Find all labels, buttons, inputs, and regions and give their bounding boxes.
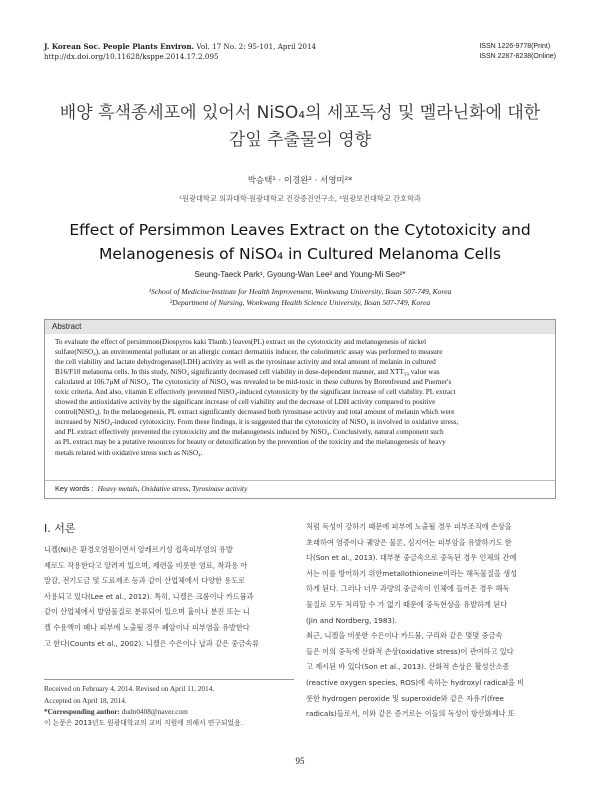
- english-title-line-2: Melanogenesis of NiSO₄ in Cultured Melanoma Cells: [99, 245, 501, 263]
- text-line: 롯한 hydrogen peroxide 및 superoxide와 같은 자유기(free: [306, 693, 504, 703]
- abstract-line: calculated at 106.7μM of NiSO₄. The cytotoxicity of NiSO₄ was revealed to be mid-toxic in these cultures by Borenfreund and Puerner's: [55, 378, 452, 387]
- body-column-left: [44, 519, 294, 651]
- english-affiliation-2: ²Department of Nursing, Wonkwang Health Science University, Iksan 507-749, Korea: [169, 298, 431, 307]
- korean-title: [0, 100, 600, 154]
- text-line: 최근, 니켈을 비롯한 수은이나 카드뮴, 구리와 같은 몇몇 중금속: [306, 631, 503, 641]
- text-line: 제로도 작용한다고 알려져 있으며, 제련을 비롯한 염료, 착과용 아: [44, 560, 248, 570]
- text-line: 같이 산업체에서 발암물질로 분류되어 있으며 흄이나 분진 또는 니: [44, 607, 250, 617]
- page-number: 95: [295, 756, 305, 766]
- section-heading: Ⅰ. 서론: [44, 522, 76, 535]
- corresponding-email[interactable]: dudn0408@naver.com: [121, 707, 188, 717]
- doi-link[interactable]: http://dx.doi.org/10.11628/ksppe.2014.17.2.095: [44, 52, 219, 61]
- text-line: 켈 수용액이 폐나 피부에 노출될 경우 폐암이나 피부염을 유발한다: [44, 622, 250, 632]
- abstract-line: increased by NiSO₄-induced cytotoxicity. From these findings, it is suggested that the cytotoxicity of NiSO₄ is involved in oxidative stress,: [55, 418, 459, 427]
- intro-paragraph-left: [44, 542, 294, 651]
- accepted-date: Accepted on April 18, 2014.: [44, 695, 127, 705]
- text-line: 사용되고 있다(Lee et al., 2012). 특히, 니켈은 크롬이나 카드뮴과: [44, 591, 254, 601]
- abstract-line: and PL extract effectively prevented the cytotoxicity and the melanogenesis induced by NiSO₄. Conclusively, natural component such: [55, 428, 444, 437]
- korean-title-line-2: 감잎 추출물의 영향: [228, 130, 372, 150]
- corresponding-label: *Corresponding author:: [44, 707, 120, 717]
- received-date: Received on February 4, 2014. Revised on April 11, 2014.: [44, 684, 215, 693]
- english-authors: Seung-Taeck Park¹, Gyoung-Wan Lee² and Young-Mi Seo²*: [194, 270, 406, 279]
- footnote-block: [44, 679, 294, 729]
- journal-name: J. Korean Soc. People Plants Environ.: [44, 42, 195, 51]
- korean-title-line-1: 배양 흑색종세포에 있어서 NiSO₄의 세포독성 및 멜라닌화에 대한: [59, 103, 541, 123]
- corresponding-author: [44, 706, 294, 718]
- issn-print: ISSN 1226-9778(Print): [479, 43, 551, 50]
- abstract-line: To evaluate the effect of persimmon(Diospyros kaki Thunb.) leaves(PL) extract on the cytotoxicity and melanogenesis of nickel: [55, 338, 427, 346]
- keywords-value: Heavy metals, Oxidative stress, Tyrosinase activity: [97, 484, 248, 493]
- korean-authors: 박승택¹ · 이경완² · 서영미²*: [247, 176, 353, 186]
- issn-online: ISSN 2287-8238(Online): [479, 53, 556, 60]
- abstract-body: [45, 334, 555, 458]
- keywords-label: Key words :: [55, 484, 94, 493]
- abstract-line: sulfate(NiSO₄), an environmental pollutant or an allergic contact dermatitis inducer, the colorimetric assay was performed to measure: [55, 348, 443, 357]
- english-affiliations: [0, 286, 600, 308]
- text-line: 초래하여 염증이나 궤양은 물론, 심지어는 피부암을 유발하기도 한: [306, 537, 512, 547]
- text-line: 니켈(Ni)은 환경오염원이면서 알레르기성 접촉피부염의 유발: [44, 545, 233, 554]
- abstract-line: metals related with oxidative stress such as NiSO₄.: [55, 448, 203, 457]
- text-line: (Jin and Nordberg, 1983).: [306, 615, 398, 625]
- journal-citation: [44, 42, 316, 62]
- abstract-line: the cell viability and lactate dehydrogenase(LDH) activity as well as the tyrosinase activity and total amount of melanin in cultured: [55, 358, 436, 367]
- abstract-line: control(NiSO₄). In the melanogenesis, PL extract significantly decreased both tyrosinase activity and total amount of melanin which were: [55, 408, 455, 417]
- abstract-line: as PL extract may be a putative resources for beauty or detoxification by the prevention of the toxicity and the melanogenesis of heavy: [55, 438, 446, 447]
- text-line: 다(Son et al., 2013). 대부분 중금속으로 중독된 경우 인체의 간에: [306, 553, 517, 563]
- abstract-line: showed the antioxidative activity by the significant increase of cell viability and the decrease of LDH activity compared to positive: [55, 398, 436, 407]
- text-line: 처럼 독성이 강하기 때문에 피부에 노출될 경우 피부조직에 손상을: [306, 522, 512, 531]
- text-line: 하게 된다. 그러나 너무 과량의 중금속이 인체에 들어온 경우 해독: [306, 584, 510, 594]
- text-line: 서는 이를 방어하기 위한metallothioneine이라는 해독물질을 생성: [306, 568, 518, 578]
- text-line: radicals)들로서, 이와 같은 증거로는 이들의 독성이 항산화제나 또: [306, 709, 515, 719]
- abstract-line: B16/F10 melanoma cells. In this study, NiSO₄ significantly decreased cell viability in dose-dependent manner, and XTT₅₀ value was: [55, 368, 440, 377]
- journal-issue: Vol. 17 No. 2: 95-101, April 2014: [196, 42, 317, 51]
- english-title: [0, 218, 600, 266]
- body-column-right: [306, 519, 556, 722]
- text-line: 고 제시된 바 있다(Son et al., 2013). 산화적 손상은 활성산소종: [306, 662, 510, 672]
- abstract-line: toxic criteria. And also, vitamin E effectively prevented NiSO₄-induced cytotoxicity by the significant increase of cell viability. PL extract: [55, 388, 456, 397]
- abstract-box: [44, 319, 556, 499]
- english-affiliation-1: ¹School of Medicine·Institute for Health Improvement, Wonkwang University, Iksan 507-749, Korea: [148, 287, 452, 296]
- journal-header: [44, 42, 556, 68]
- intro-paragraph-right: [306, 519, 556, 722]
- issn-block: [479, 42, 556, 62]
- abstract-heading: Abstract: [45, 320, 555, 334]
- text-line: 말감, 전기도금 및 도료제조 등과 같이 산업체에서 다양한 용도로: [44, 576, 246, 586]
- text-line: 고 한다(Counts et al., 2002). 니켈은 수은이나 납과 같은 중금속류: [44, 638, 260, 648]
- text-line: (reactive oxygen species, ROS)에 속하는 hydroxyl radical을 비: [306, 677, 525, 687]
- text-line: 물질로 모두 처리할 수 가 없기 때문에 중독현상을 유발하게 된다: [306, 599, 508, 609]
- funding-note: 이 논문은 2013년도 원광대학교의 교비 지원에 의해서 연구되었음.: [44, 718, 243, 727]
- text-line: 들은 이의 중독에 산화적 손상(oxidative stress)이 관여하고 있다: [306, 646, 514, 656]
- english-title-line-1: Effect of Persimmon Leaves Extract on the Cytotoxicity and: [69, 221, 531, 239]
- keywords-row: [45, 480, 555, 496]
- abstract-text: [55, 337, 545, 458]
- korean-affiliation: ¹원광대학교 의과대학·원광대학교 건강증진연구소, ²원광보건대학교 간호학과: [179, 194, 421, 203]
